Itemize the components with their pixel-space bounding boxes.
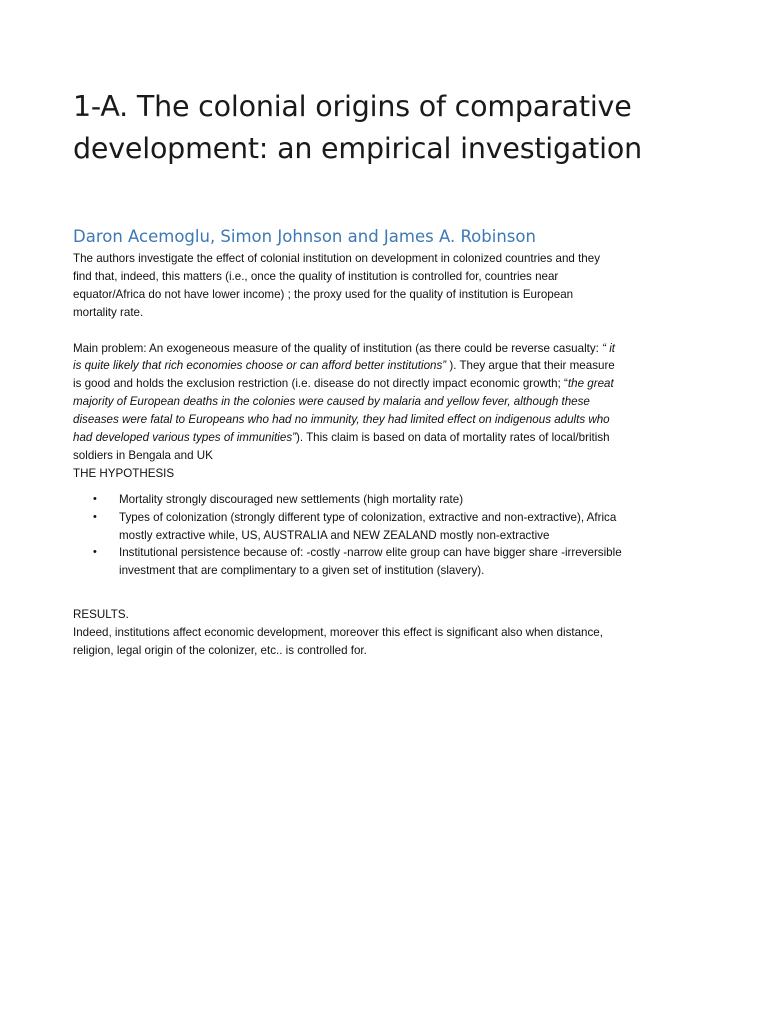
main-problem-text: is good and holds the exclusion restriction (i.e. disease do not directly impact economic growth; “ — [73, 377, 568, 391]
main-problem-paragraph — [73, 340, 693, 465]
title-line-1: 1-A. The colonial origins of comparative — [73, 90, 632, 123]
hypothesis-line: Institutional persistence because of: -costly -narrow elite group can have bigger share -irreversible — [119, 546, 622, 560]
list-item — [73, 491, 693, 509]
main-problem-line — [73, 340, 693, 358]
quote-text: majority of European deaths in the colonies were caused by malaria and yellow fever, although these — [73, 395, 590, 409]
quote-text: diseases were fatal to Europeans who had no immunity, they had limited effect on indigenous adults who — [73, 413, 610, 427]
intro-line: The authors investigate the effect of colonial institution on development in colonized countries and they — [73, 252, 600, 265]
hypothesis-heading: THE HYPOTHESIS — [73, 466, 175, 480]
hypothesis-line: investment that are complimentary to a given set of institution (slavery). — [119, 564, 485, 578]
intro-paragraph — [73, 250, 693, 322]
quote-text: the great — [567, 377, 614, 391]
quote-text: “ it — [602, 341, 615, 355]
hypothesis-line: mostly extractive while, US, AUSTRALIA and NEW ZEALAND mostly non-extractive — [119, 528, 550, 542]
hypothesis-line: Mortality strongly discouraged new settlements (high mortality rate) — [119, 492, 464, 506]
results-line: religion, legal origin of the colonizer, etc.. is controlled for. — [73, 644, 367, 658]
main-problem-text: ). This claim is based on data of mortality rates of local/british — [295, 431, 610, 445]
hypothesis-list — [73, 491, 693, 581]
intro-line: equator/Africa do not have lower income) ; the proxy used for the quality of institution is European — [73, 287, 574, 301]
list-item — [73, 509, 693, 545]
intro-line: mortality rate. — [73, 305, 144, 319]
document-body — [73, 250, 693, 660]
main-problem-text: Main problem: An exogeneous measure of the quality of institution (as there could be reverse casualty: — [73, 341, 603, 355]
title-line-2: development: an empirical investigation — [73, 132, 642, 165]
bullet-icon: • — [93, 546, 97, 559]
document-title — [73, 86, 693, 170]
main-problem-line — [73, 375, 693, 393]
authors-line: Daron Acemoglu, Simon Johnson and James A. Robinson — [73, 227, 536, 246]
paragraph-gap — [73, 322, 693, 340]
main-problem-line — [73, 429, 693, 447]
bullet-icon: • — [93, 510, 97, 523]
bullet-icon: • — [93, 492, 97, 505]
quote-text: is quite likely that rich economies choose or can afford better institutions” — [73, 359, 447, 373]
main-problem-line — [73, 393, 693, 411]
section-gap — [73, 580, 693, 606]
results-paragraph — [73, 624, 693, 660]
main-problem-line — [73, 357, 693, 375]
list-item — [73, 544, 693, 580]
main-problem-line: soldiers in Bengala and UK — [73, 448, 213, 462]
results-line: Indeed, institutions affect economic development, moreover this effect is significant also when distance, — [73, 626, 603, 640]
quote-text: had developed various types of immunities” — [73, 431, 296, 445]
intro-line: find that, indeed, this matters (i.e., once the quality of institution is controlled for, countries near — [73, 269, 559, 283]
main-problem-line — [73, 411, 693, 429]
results-heading: RESULTS. — [73, 608, 129, 622]
main-problem-text: ). They argue that their measure — [446, 359, 615, 373]
hypothesis-line: Types of colonization (strongly different type of colonization, extractive and non-extractive), Africa — [119, 510, 617, 524]
